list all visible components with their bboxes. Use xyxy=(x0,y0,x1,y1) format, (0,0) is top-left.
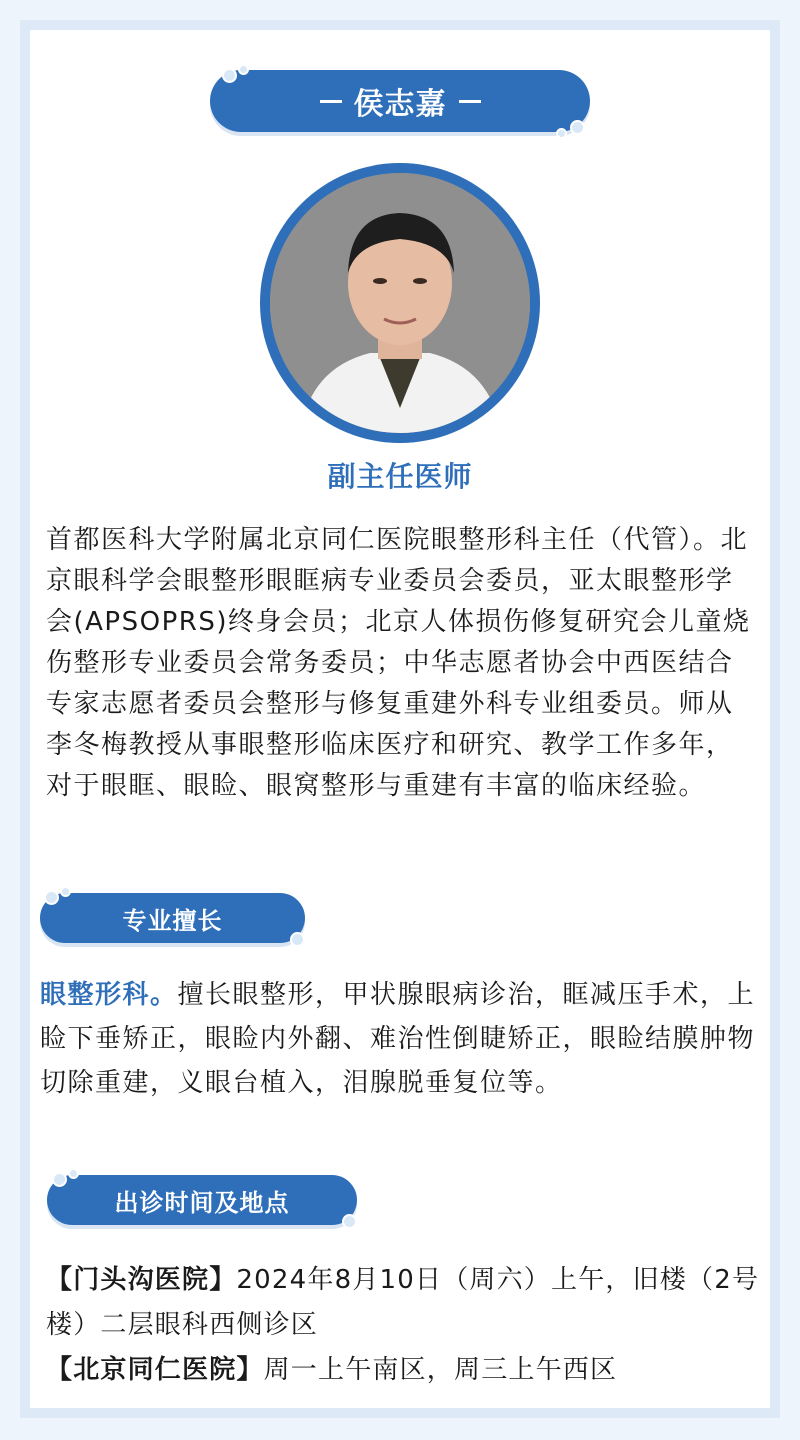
decor-dot xyxy=(238,64,249,75)
decor-dot xyxy=(222,68,237,83)
clinic-heading xyxy=(47,1175,357,1225)
clinic-place: 【北京同仁医院】 xyxy=(46,1355,264,1385)
doctor-bio: 首都医科大学附属北京同仁医院眼整形科主任（代管）。北京眼科学会眼整形眼眶病专业委员会委员，亚太眼整形学会(APSOPRS)终身会员；北京人体损伤修复研究会儿童烧伤整形专业委员会常务委员；中华志愿者协会中西医结合专家志愿者委员会整形与修复重建外科专业组委员。师从李冬梅教授从事眼整形临床医疗和研究、教学工作多年，对于眼眶、眼睑、眼窝整形与重建有丰富的临床经验。 xyxy=(46,525,751,801)
dash-right xyxy=(459,100,481,103)
decor-dot xyxy=(44,890,59,905)
decor-dot xyxy=(556,128,567,139)
dash-left xyxy=(320,100,342,103)
specialty-heading xyxy=(40,893,305,943)
avatar-frame xyxy=(260,163,540,443)
decor-dot xyxy=(60,886,71,897)
decor-dot xyxy=(342,1214,357,1229)
clinic-schedule xyxy=(46,1258,766,1393)
decor-dot xyxy=(68,1168,79,1179)
clinic-item xyxy=(46,1348,766,1393)
doctor-title: 副主任医师 xyxy=(327,460,473,493)
doctor-name: 侯志嘉 xyxy=(353,87,447,122)
doctor-photo-illustration xyxy=(270,173,530,433)
doctor-name-banner xyxy=(210,70,590,132)
clinic-detail: 2024年8月10日（周六）上午，旧楼（2号楼）二层眼科西侧诊区 xyxy=(46,1265,760,1340)
decor-dot xyxy=(52,1172,67,1187)
specialty-text xyxy=(40,973,760,1105)
specialty-heading-label: 专业擅长 xyxy=(122,906,223,935)
decor-dot xyxy=(290,932,305,947)
decor-dot xyxy=(570,120,585,135)
clinic-place: 【门头沟医院】 xyxy=(46,1265,237,1295)
clinic-heading-label: 出诊时间及地点 xyxy=(114,1188,290,1217)
clinic-item xyxy=(46,1258,766,1348)
clinic-detail: 周一上午南区，周三上午西区 xyxy=(263,1355,618,1385)
doctor-photo xyxy=(270,173,530,433)
specialty-description: 擅长眼整形，甲状腺眼病诊治，眶减压手术，上睑下垂矫正，眼睑内外翻、难治性倒睫矫正，眼睑结膜肿物切除重建，义眼台植入，泪腺脱垂复位等。 xyxy=(40,980,756,1098)
specialty-dept: 眼整形科。 xyxy=(40,980,178,1010)
